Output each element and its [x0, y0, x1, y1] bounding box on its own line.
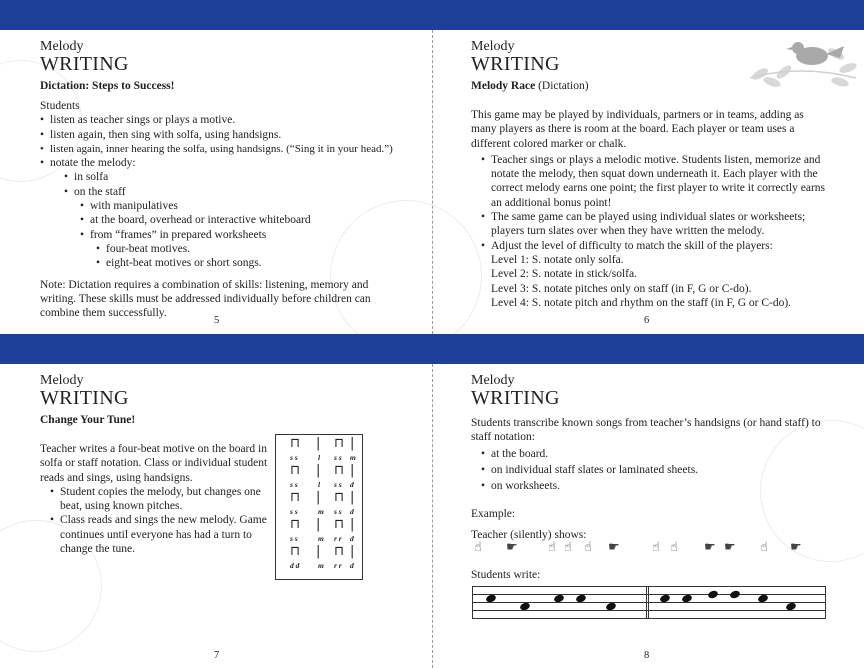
- section-kicker: Melody: [471, 39, 515, 54]
- level-item: Level 4: S. notate pitch and rhythm on the staff (in F, G or C-do).: [491, 296, 792, 309]
- level-item: Level 1: S. notate only solfa.: [491, 253, 624, 266]
- solfa-syllable: d: [350, 534, 354, 543]
- intro-text: Students transcribe known songs from teacher’s handsigns (or hand staff) to staff notation:: [471, 417, 821, 444]
- rhythm-ta-mark: |: [350, 544, 355, 559]
- handsign-icon: ☝: [652, 540, 660, 555]
- page-divider: [432, 30, 433, 334]
- rhythm-ti-ti-mark: ⊓: [334, 490, 345, 505]
- rhythm-ta-mark: |: [316, 517, 321, 532]
- heading-suffix: (Dictation): [538, 80, 589, 92]
- solfa-syllable: r r: [334, 534, 342, 543]
- rhythm-ti-ti-mark: ⊓: [290, 436, 301, 451]
- list-item: • The same game can be played using individual slates or worksheets; players turn slates over when they have written the melody.: [491, 210, 831, 239]
- top-banner: [0, 0, 864, 30]
- solfa-syllable: d d: [290, 561, 300, 570]
- teacher-label: Teacher (silently) shows:: [471, 528, 587, 541]
- page-title: WRITING: [471, 387, 560, 409]
- solfa-syllable: s s: [334, 453, 342, 462]
- handsign-icon: ☛: [724, 540, 736, 555]
- rhythm-ti-ti-mark: ⊓: [334, 436, 345, 451]
- heading-main: Melody Race: [471, 80, 536, 92]
- intro-text: This game may be played by individuals, partners or in teams, adding as many players as there is room at the board. Each player or team uses a different colored marker or chalk.: [471, 109, 804, 150]
- list-item: • eight-beat motives or short songs.: [106, 256, 432, 270]
- list-item: • on worksheets.: [491, 479, 831, 493]
- solfa-frame-row: [276, 436, 356, 462]
- handsign-icon: ☛: [608, 540, 620, 555]
- solfa-syllable: s s: [334, 507, 342, 516]
- rhythm-ti-ti-mark: ⊓: [334, 544, 345, 559]
- intro-text: Teacher writes a four-beat motive on the board in solfa or staff notation. Class or individual student reads and sings, using handsigns.: [40, 443, 268, 484]
- list-item: • Teacher sings or plays a melodic motive. Students listen, memorize and notate the melody, then squat down underneath it. Each player with the correct melody earns one point; the first player to write it correctly earns an additional bonus point!: [491, 153, 831, 210]
- solfa-syllable: s s: [290, 480, 298, 489]
- rhythm-ti-ti-mark: ⊓: [290, 463, 301, 478]
- list-item: • Adjust the level of difficulty to match the skill of the players:: [491, 239, 831, 253]
- solfa-syllable: m: [318, 534, 324, 543]
- section-heading: Dictation: Steps to Success!: [40, 80, 175, 92]
- handsign-icon: ☝: [584, 540, 592, 555]
- list-item: • on individual staff slates or laminated sheets.: [491, 463, 831, 477]
- rules-list: [491, 153, 831, 253]
- solfa-frames-box: [275, 434, 363, 580]
- level-item: Level 3: S. notate pitches only on staff (in F, G or C-do).: [491, 282, 752, 295]
- list-item: • four-beat motives.: [106, 242, 432, 256]
- solfa-syllable: s s: [290, 453, 298, 462]
- page-8: [471, 374, 831, 542]
- list-item: • notate the melody:: [50, 156, 432, 170]
- barline: [825, 586, 826, 618]
- barline: [472, 586, 473, 618]
- barline: [648, 586, 649, 618]
- solfa-syllable: s s: [290, 507, 298, 516]
- rhythm-ti-ti-mark: ⊓: [290, 544, 301, 559]
- section-kicker: Melody: [40, 39, 84, 54]
- method-list: [491, 447, 831, 494]
- solfa-syllable: r r: [334, 561, 342, 570]
- levels-list: [491, 253, 831, 310]
- page-number: 7: [214, 650, 220, 661]
- handsign-icon: ☝: [474, 540, 482, 555]
- list-item: • on the staff: [74, 185, 432, 199]
- page-7: [40, 374, 280, 556]
- page-number: 5: [214, 315, 220, 326]
- example-label: Example:: [471, 508, 516, 521]
- level-item: Level 2: S. notate in stick/solfa.: [491, 268, 637, 281]
- rhythm-ti-ti-mark: ⊓: [290, 490, 301, 505]
- solfa-frame-row: [276, 517, 356, 543]
- students-label: Students write:: [471, 569, 541, 581]
- handsign-icon: ☝: [760, 540, 768, 555]
- note-head: [729, 590, 741, 600]
- solfa-syllable: s s: [334, 480, 342, 489]
- page-title: WRITING: [40, 387, 129, 409]
- list-item: • at the board, overhead or interactive whiteboard: [90, 213, 432, 227]
- sub-sub-sub-list: [106, 242, 432, 271]
- sub-sub-list: [90, 199, 432, 242]
- solfa-frame-row: [276, 490, 356, 516]
- middle-banner: [0, 334, 864, 364]
- rhythm-ta-mark: |: [350, 517, 355, 532]
- game-list: [60, 485, 280, 556]
- solfa-syllable: m: [350, 453, 356, 462]
- intro-text: Students: [40, 100, 80, 112]
- list-item: • listen again, then sing with solfa, using handsigns.: [50, 128, 432, 142]
- solfa-syllable: l: [318, 453, 321, 462]
- section-heading: Change Your Tune!: [40, 414, 136, 426]
- page-title: WRITING: [40, 53, 129, 75]
- music-staff: [472, 586, 826, 618]
- solfa-frame-row: [276, 463, 356, 489]
- rhythm-ta-mark: |: [350, 436, 355, 451]
- solfa-frame-row: [276, 544, 356, 570]
- handsign-icon: ☝: [670, 540, 678, 555]
- solfa-syllable: d: [350, 561, 354, 570]
- list-item: • in solfa: [74, 170, 432, 184]
- handsign-icon: ☝: [548, 540, 556, 555]
- list-item: • Class reads and sings the new melody. Game continues until everyone has had a turn to change the tune.: [60, 513, 270, 556]
- rhythm-ta-mark: |: [350, 490, 355, 505]
- page-5: [40, 40, 432, 320]
- handsign-icon: ☝: [564, 540, 572, 555]
- list-item: • listen again, inner hearing the solfa, using handsigns. (“Sing it in your head.”): [50, 142, 432, 156]
- section-kicker: Melody: [471, 373, 515, 388]
- note-head: [707, 590, 719, 600]
- rhythm-ta-mark: |: [316, 490, 321, 505]
- solfa-syllable: m: [318, 561, 324, 570]
- page-number: 6: [644, 315, 650, 326]
- handsign-icon: ☛: [704, 540, 716, 555]
- rhythm-ta-mark: |: [316, 436, 321, 451]
- solfa-syllable: m: [318, 507, 324, 516]
- section-kicker: Melody: [40, 373, 84, 388]
- rhythm-ta-mark: |: [316, 544, 321, 559]
- handsigns-row: [472, 540, 822, 558]
- section-heading: [471, 80, 831, 92]
- solfa-syllable: l: [318, 480, 321, 489]
- list-item: • listen as teacher sings or plays a motive.: [50, 113, 432, 127]
- solfa-syllable: s s: [290, 534, 298, 543]
- rhythm-ta-mark: |: [316, 463, 321, 478]
- rhythm-ti-ti-mark: ⊓: [290, 517, 301, 532]
- steps-list: [50, 113, 432, 170]
- handsign-icon: ☛: [506, 540, 518, 555]
- page-divider: [432, 364, 433, 668]
- page-title: WRITING: [471, 53, 560, 75]
- rhythm-ti-ti-mark: ⊓: [334, 517, 345, 532]
- handsign-icon: ☛: [790, 540, 802, 555]
- solfa-syllable: d: [350, 507, 354, 516]
- list-item: • Student copies the melody, but changes one beat, using known pitches.: [60, 485, 270, 514]
- rhythm-ti-ti-mark: ⊓: [334, 463, 345, 478]
- solfa-syllable: d: [350, 480, 354, 489]
- page-6: [471, 40, 831, 310]
- note-text: Note: Dictation requires a combination of skills: listening, memory and writing. These skills must be addressed individually before children can combine them successfully.: [40, 278, 371, 320]
- list-item: • from “frames” in prepared worksheets: [90, 228, 432, 242]
- page-number: 8: [644, 650, 650, 661]
- list-item: • with manipulatives: [90, 199, 432, 213]
- sub-list: [74, 170, 432, 199]
- barline: [646, 586, 647, 618]
- list-item: • at the board.: [491, 447, 831, 461]
- rhythm-ta-mark: |: [350, 463, 355, 478]
